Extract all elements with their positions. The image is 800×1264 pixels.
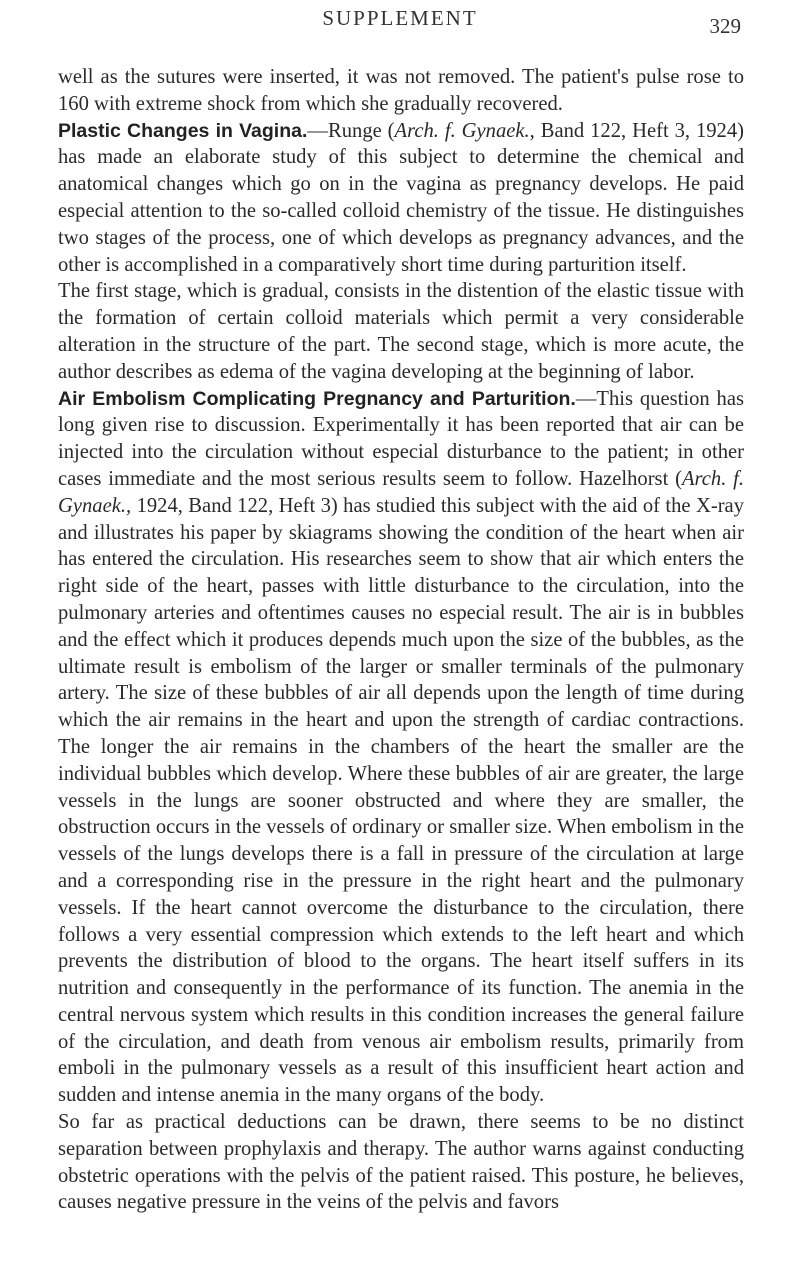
body-text	[58, 64, 744, 1216]
citation-journal: Arch. f. Gynaek.,	[394, 119, 535, 142]
running-head	[0, 6, 800, 66]
paragraph-practical-deductions	[58, 1109, 744, 1216]
page-number: 329	[709, 14, 741, 38]
citation-journal: Arch. f. Gynaek.,	[58, 467, 744, 517]
paragraph-text: Band 122, Heft 3, 1924) has made an elaborate study of this subject to determine the chemical and anatomical changes which go on in the vagina as pregnancy develops. He paid especial attention to the so-called colloid chemistry of the tissue. He distinguishes two stages of the process, one of which develops as pregnancy advances, and the other is accomplished in a comparatively short time during parturition itself.	[58, 119, 744, 276]
paragraph-text: well as the sutures were inserted, it was not removed. The patient's pulse rose to 160 with extreme shock from which she gradually recovered.	[58, 66, 744, 115]
paragraph-first-stage	[58, 278, 744, 385]
section-heading-air-embolism: Air Embolism Complicating Pregnancy and Parturition.	[58, 387, 576, 410]
running-title: SUPPLEMENT	[322, 6, 478, 30]
section-heading-plastic-changes: Plastic Changes in Vagina.	[58, 119, 308, 142]
paragraph-text: The first stage, which is gradual, consists in the distention of the elastic tissue with the formation of certain colloid materials which permit a very considerable alteration in the structure of the part. The second stage, which is more acute, the author describes as edema of the vagina developing at the beginning of labor.	[58, 280, 744, 383]
paragraph-text: 1924, Band 122, Heft 3) has studied this subject with the aid of the X-ray and illustrates his paper by skiagrams showing the condition of the heart when air has entered the circulation. His researches seem to show that air which enters the right side of the heart, passes with little disturbance to the circulation, into the pulmonary arteries and oftentimes causes no especial result. The air is in bubbles and the effect which it produces depends much upon the size of the bubbles, as the ultimate result is embolism of the larger or smaller terminals of the pulmonary artery. The size of these bubbles of air all depends upon the length of time during which the air remains in the heart and upon the strength of cardiac contractions. The longer the air remains in the chambers of the heart the smaller are the individual bubbles which develop. Where these bubbles of air are greater, the large vessels in the lungs are sooner obstructed and where they are smaller, the obstruction occurs in the vessels of ordinary or smaller size. When embolism in the vessels of the lungs develops there is a fall in pressure of the circulation at large and a corresponding rise in the pressure in the right heart and the pulmonary vessels. If the heart cannot overcome the disturbance to the circulation, there follows a very essential compression which extends to the left heart and which prevents the distribution of blood to the organs. The heart itself suffers in its nutrition and consequently in the performance of its function. The anemia in the central nervous system which results in this condition increases the general failure of the circulation, and death from venous air embolism results, primarily from emboli in the pulmonary vessels as a result of this insufficient heart action and sudden and intense anemia in the many organs of the body.	[58, 494, 744, 1107]
paragraph-text: —Runge (	[307, 119, 395, 142]
paragraph-plastic-changes	[58, 118, 744, 279]
paragraph-text: So far as practical deductions can be drawn, there seems to be no distinct separation between prophylaxis and therapy. The author warns against conducting obstetric operations with the pelvis of the patient raised. This posture, he believes, causes negative pressure in the veins of the pelvis and favors	[58, 1111, 744, 1214]
paragraph-suture-continuation	[58, 64, 744, 118]
paragraph-air-embolism	[58, 386, 744, 1110]
paragraph-text: —This question has long given rise to discussion. Experimentally it has been reported that air can be injected into the circulation without especial disturbance to the patient; in other cases immediate and the most serious results seem to follow. Hazelhorst (	[58, 387, 744, 490]
